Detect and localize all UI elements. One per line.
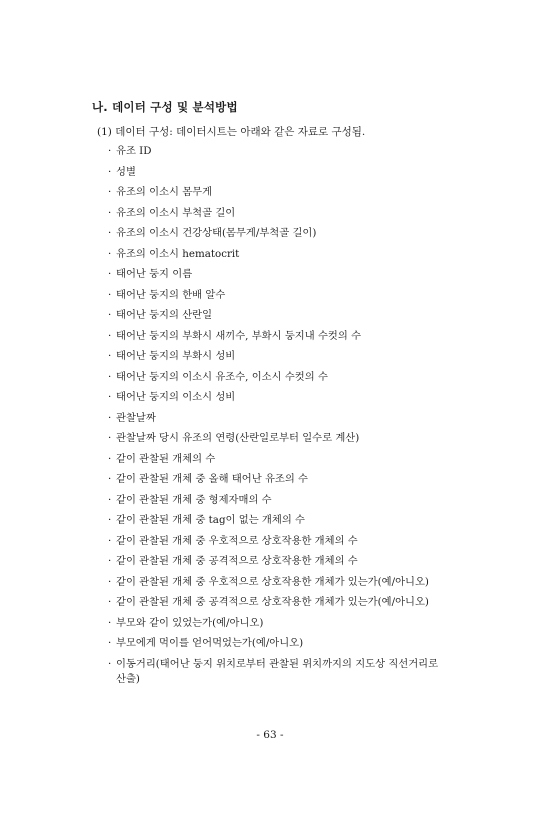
list-item [108,431,453,446]
list-item-text: 이동거리(태어난 둥지 위치로부터 관찰된 위치까지의 지도상 직선거리로 산출) [116,657,439,685]
bullet-glyph: · [108,186,112,198]
list-item [108,206,453,221]
bullet-glyph: · [108,288,112,301]
bullet-glyph: · [108,247,112,260]
bullet-glyph: · [108,493,112,506]
list-item-text: 유조의 이소시 몸무게 [116,186,213,198]
list-item [108,370,453,385]
list-item [108,329,453,344]
list-item-text: 태어난 둥지의 이소시 성비 [116,391,236,403]
list-item-text: 같이 관찰된 개체 중 공격적으로 상호작용한 개체의 수 [116,555,358,567]
page-number: - 63 - [256,729,284,741]
section-heading: 나. 데이터 구성 및 분석방법 [92,100,238,114]
list-item [108,554,453,569]
list-item-text: 같이 관찰된 개체 중 우호적으로 상호작용한 개체가 있는가(예/아니오) [116,575,429,588]
bullet-glyph: · [108,432,112,444]
bullet-glyph: · [108,596,112,608]
bullet-glyph: · [108,616,112,629]
list-item [108,185,453,200]
bullet-glyph: · [108,637,112,649]
list-item-text: 유조의 이소시 부척골 길이 [116,206,236,219]
bullet-glyph: · [108,329,112,342]
list-item-text: 태어난 둥지의 한배 알수 [116,288,226,301]
bullet-glyph: · [108,657,112,670]
list-item-text: 태어난 둥지의 산란일 [116,309,213,321]
list-item [108,657,453,687]
list-item [108,349,453,364]
list-item [108,247,453,262]
list-item-text: 같이 관찰된 개체 중 공격적으로 상호작용한 개체가 있는가(예/아니오) [116,596,429,608]
list-item-text: 부모와 같이 있었는가(예/아니오) [116,616,264,629]
bullet-glyph: · [108,555,112,567]
list-item [108,513,453,528]
bullet-glyph: · [108,206,112,219]
bullet-glyph: · [108,575,112,588]
list-item-text: 같이 관찰된 개체 중 tag이 없는 개체의 수 [116,514,305,526]
list-item [108,616,453,631]
list-item [108,534,453,549]
list-item [108,308,453,323]
list-item-text: 유조의 이소시 건강상태(몸무게/부척골 길이) [116,227,317,239]
bullet-glyph: · [108,165,112,178]
list-item-text: 같이 관찰된 개체 중 우호적으로 상호작용한 개체의 수 [116,534,358,547]
subsection-heading: (1) 데이터 구성: 데이터시트는 아래와 같은 자료로 구성됨. [97,126,366,138]
list-item [108,267,453,282]
bullet-glyph: · [108,514,112,526]
list-item-text: 유조 ID [116,145,152,157]
list-item-text: 관찰날짜 [116,411,156,424]
list-item-text: 부모에게 먹이를 얻어먹었는가(예/아니오) [116,637,304,649]
list-item [108,472,453,487]
list-item-text: 관찰날짜 당시 유조의 연령(산란일로부터 일수로 계산) [116,432,360,444]
list-item [108,411,453,426]
bullet-glyph: · [108,350,112,362]
list-item-text: 같이 관찰된 개체 중 형제자매의 수 [116,493,272,506]
list-item-text: 같이 관찰된 개체 중 올해 태어난 유조의 수 [116,473,309,485]
list-item [108,144,453,159]
bullet-glyph: · [108,370,112,383]
list-item [108,390,453,405]
data-items-list [108,144,453,692]
bullet-glyph: · [108,411,112,424]
list-item-text: 태어난 둥지의 부화시 새끼수, 부화시 둥지내 수컷의 수 [116,329,362,342]
bullet-glyph: · [108,391,112,403]
list-item [108,575,453,590]
list-item [108,452,453,467]
bullet-glyph: · [108,268,112,280]
list-item-text: 태어난 둥지의 부화시 성비 [116,350,236,362]
bullet-glyph: · [108,473,112,485]
bullet-glyph: · [108,452,112,465]
bullet-glyph: · [108,145,112,157]
list-item-text: 성별 [116,165,136,178]
bullet-glyph: · [108,309,112,321]
list-item-text: 태어난 둥지의 이소시 유조수, 이소시 수컷의 수 [116,370,328,383]
list-item [108,226,453,241]
list-item [108,636,453,651]
list-item-text: 같이 관찰된 개체의 수 [116,452,216,465]
list-item-text: 유조의 이소시 hematocrit [116,247,240,260]
list-item-text: 태어난 둥지 이름 [116,268,193,280]
bullet-glyph: · [108,227,112,239]
list-item [108,288,453,303]
bullet-glyph: · [108,534,112,547]
list-item [108,165,453,180]
list-item [108,595,453,610]
list-item [108,493,453,508]
